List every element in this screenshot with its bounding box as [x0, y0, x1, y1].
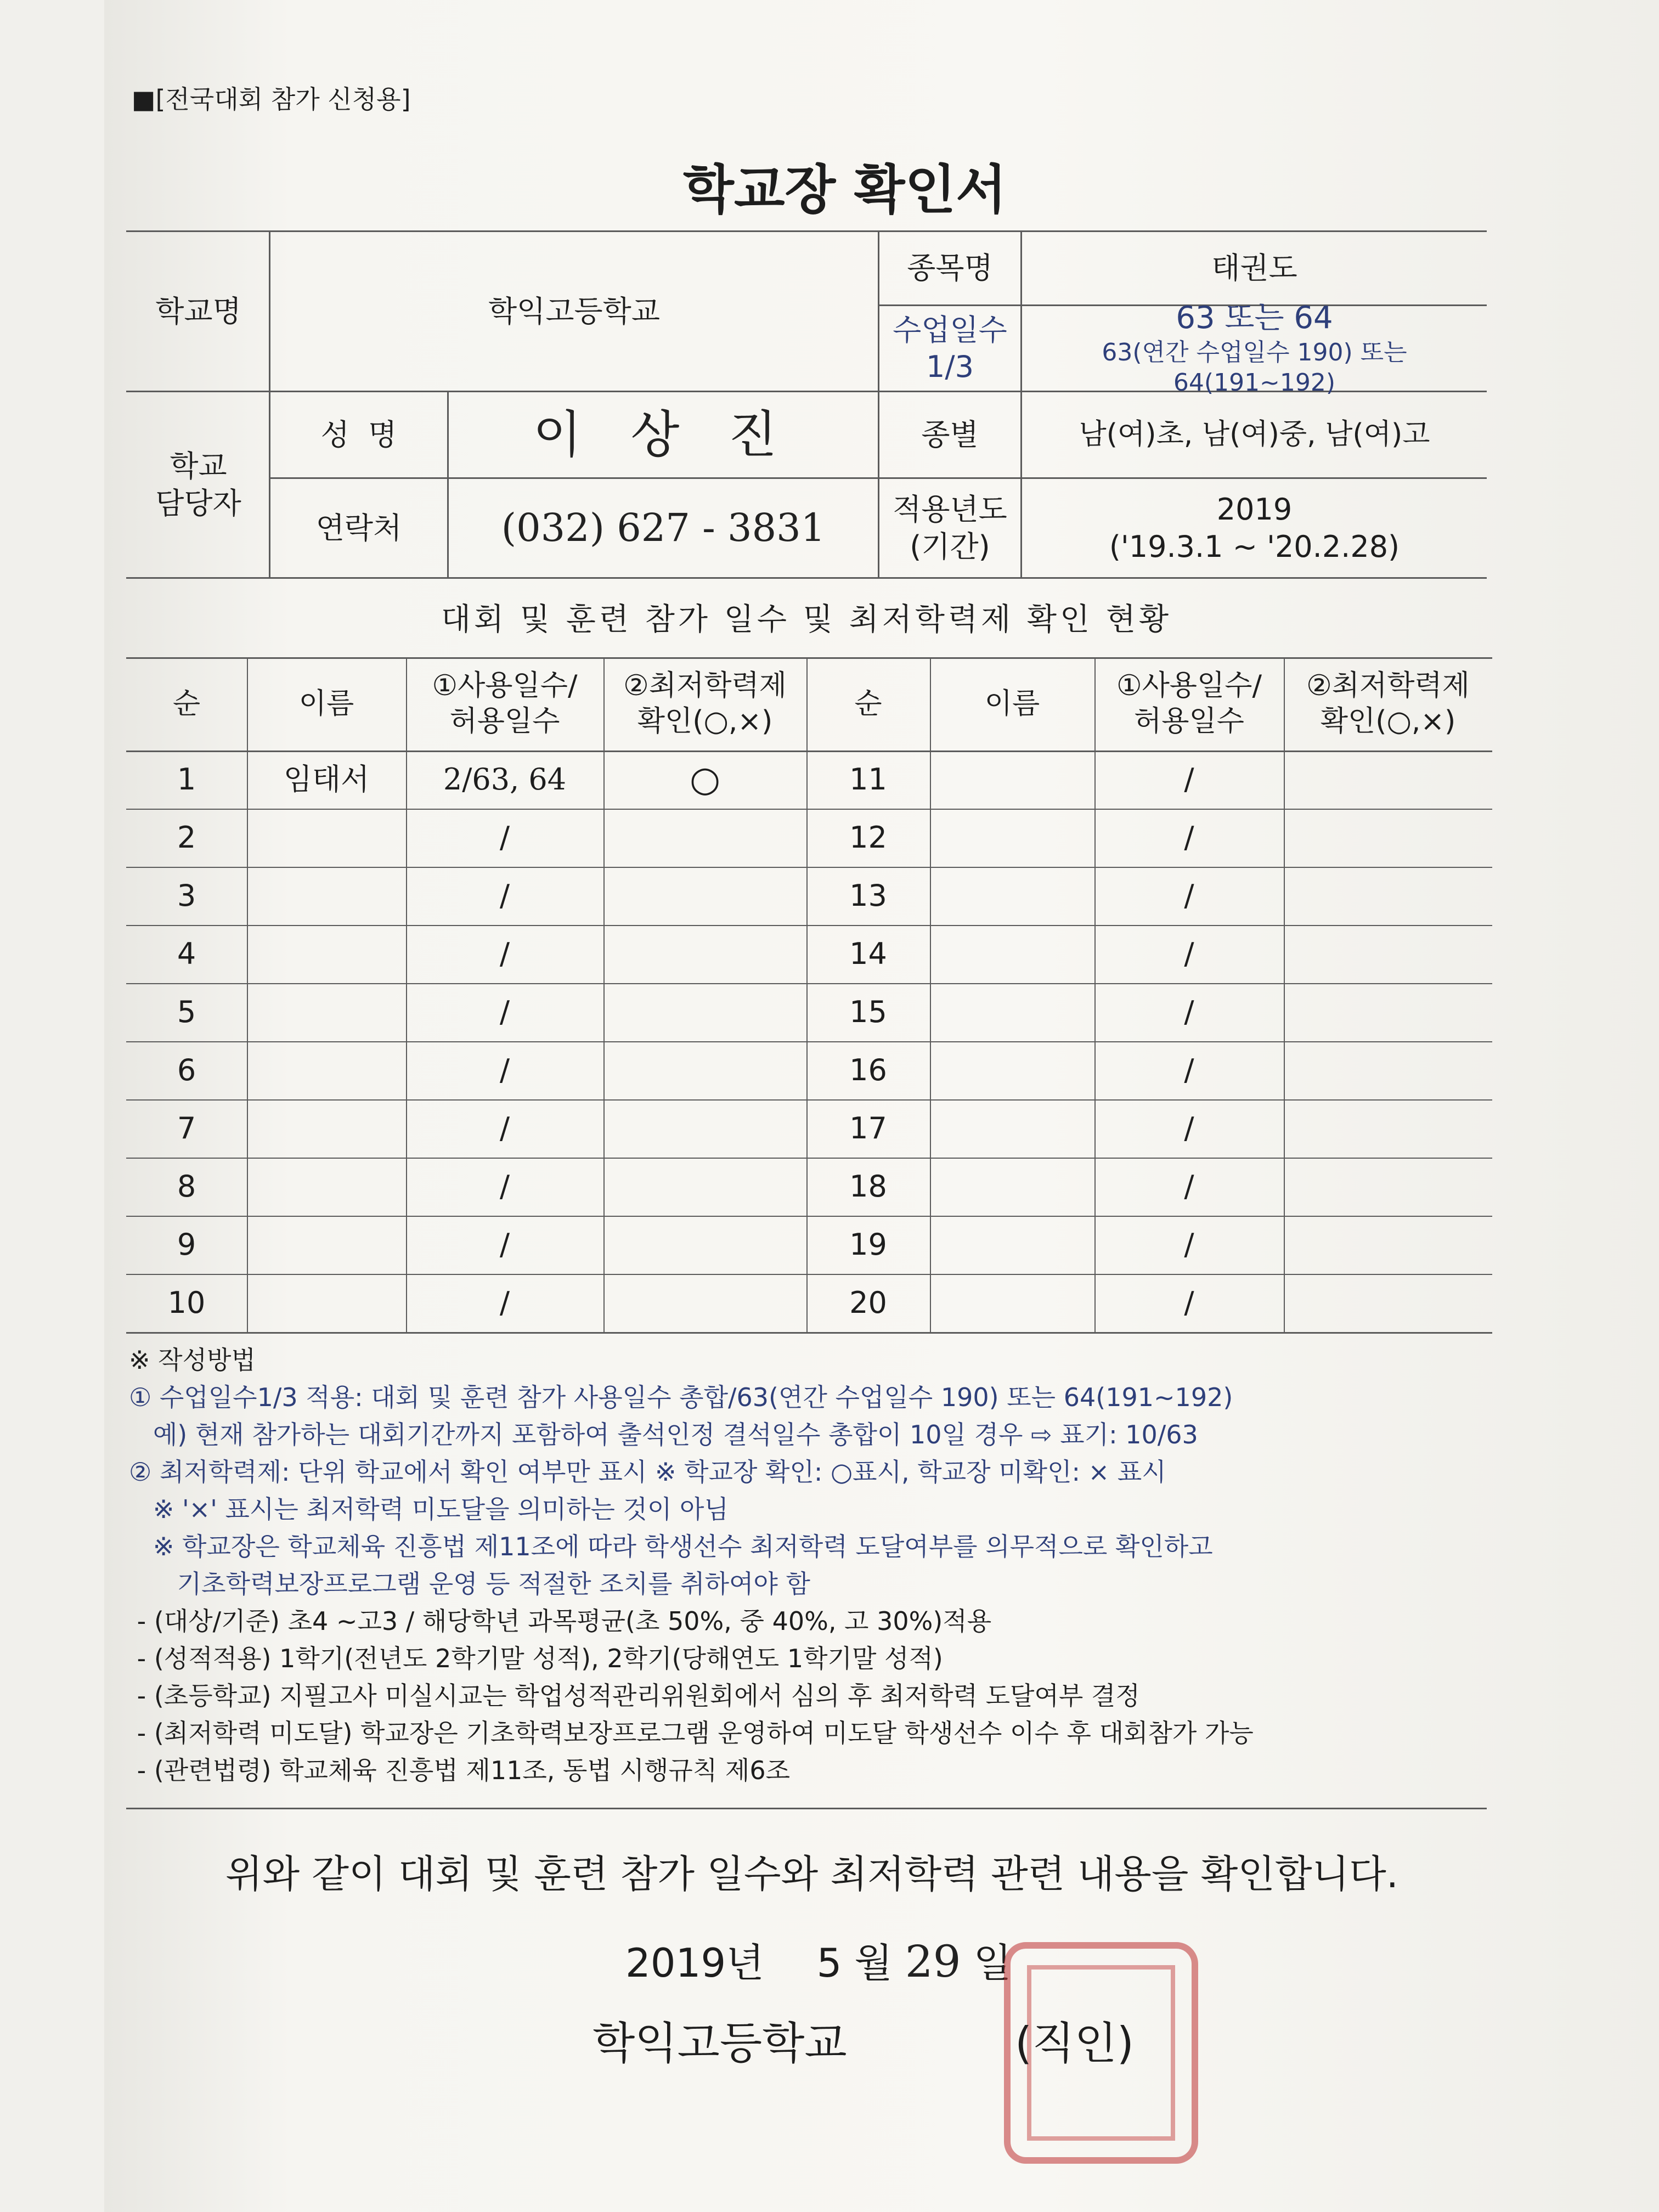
header-check	[1284, 657, 1492, 751]
instruction-line: - (최저학력 미도달) 학교장은 기초학력보장프로그램 운영하여 미도달 학생선수 이수 후 대회참가 가능	[129, 1718, 1254, 1748]
row-days-slash: /	[499, 1227, 510, 1262]
row-number: 20	[849, 1285, 887, 1321]
manager-label-line1: 학교	[170, 449, 227, 483]
confirmation-statement: 위와 같이 대회 및 훈련 참가 일수와 최저학력 관련 내용을 확인합니다.	[225, 1852, 1399, 1897]
row-days-slash: /	[499, 878, 510, 913]
row-days-slash: /	[499, 820, 510, 855]
document-title: 학교장 확인서	[683, 159, 1007, 221]
header-check-line1: ②최저학력제	[623, 669, 787, 702]
instruction-line: - (초등학교) 지필고사 미실시교는 학업성적관리위원회에서 심의 후 최저학력 도달여부 결정	[129, 1681, 1140, 1711]
instructions-heading: ※ 작성방법	[129, 1345, 256, 1375]
manager-name-handwritten: 이 상 진	[533, 405, 794, 464]
row-number: 16	[849, 1053, 887, 1088]
row-number: 15	[849, 995, 887, 1030]
instruction-line: 기초학력보장프로그램 운영 등 적절한 조치를 취하여야 함	[129, 1569, 810, 1599]
row-check-handwritten: ○	[690, 759, 720, 800]
instruction-line: 예) 현재 참가하는 대회기간까지 포함하여 출석인정 결석일수 총합이 10일 경우 ⇨ 표기: 10/63	[129, 1420, 1198, 1449]
days-label-line2: 1/3	[926, 349, 974, 384]
school-label: 학교명	[155, 294, 241, 329]
instruction-line: - (대상/기준) 초4 ~고3 / 해당학년 과목평균(초 50%, 중 40%, 고 30%)적용	[129, 1606, 992, 1636]
date-day-handwritten: 29	[905, 1936, 961, 1987]
section-title: 대회 및 훈련 참가 일수 및 최저학력제 확인 현황	[441, 602, 1172, 637]
row-number: 7	[177, 1111, 196, 1146]
header-no-line1: 순	[854, 687, 882, 720]
year-label-line2: (기간)	[910, 529, 990, 564]
instruction-line: ① 수업일수1/3 적용: 대회 및 훈련 참가 사용일수 총합/63(연간 수업일수 190) 또는 64(191~192)	[129, 1383, 1233, 1412]
header-no-line1: 순	[172, 687, 201, 720]
info-bottom-border	[126, 577, 1487, 579]
table-row-border	[126, 1332, 1492, 1334]
seal-label: (직인)	[1015, 2018, 1134, 2069]
instruction-line: ② 최저학력제: 단위 학교에서 확인 여부만 표시 ※ 학교장 확인: ○표시, 학교장 미확인: × 표시	[129, 1457, 1166, 1487]
row-number: 8	[177, 1169, 196, 1204]
header-days	[1094, 657, 1284, 751]
date-year: 2019년	[625, 1940, 764, 1986]
row-days-slash: /	[499, 1285, 510, 1321]
header-days-line1: ①사용일수/	[1116, 669, 1262, 702]
row-days-slash: /	[1184, 936, 1194, 972]
row-days-slash: /	[499, 1169, 510, 1204]
signature-school-name: 학익고등학교	[592, 2018, 847, 2069]
row-days-slash: /	[499, 1053, 510, 1088]
year-value	[1022, 479, 1487, 577]
header-check-line2: 확인(○,×)	[1320, 705, 1456, 738]
row-number: 9	[177, 1227, 196, 1262]
date-day-unit: 일	[973, 1940, 1012, 1986]
row-days-slash: /	[1184, 1111, 1194, 1146]
row-days-slash: /	[1184, 878, 1194, 913]
header-days-line2: 허용일수	[449, 705, 560, 738]
year-label	[879, 479, 1020, 577]
header-name-line1: 이름	[984, 687, 1040, 720]
school-value: 학익고등학교	[488, 294, 660, 329]
header-no	[806, 657, 930, 751]
header-name	[930, 657, 1094, 751]
row-days-slash: /	[1184, 820, 1194, 855]
row-number: 14	[849, 936, 887, 972]
days-value-line2: 63(연간 수업일수 190) 또는 64(191~192)	[1102, 338, 1407, 397]
manager-label-line2: 담당자	[155, 486, 241, 521]
form-tag: ■[전국대회 참가 신청용]	[132, 84, 411, 114]
date-month: 5	[816, 1940, 842, 1986]
row-number: 11	[849, 762, 887, 797]
manager-label	[128, 392, 269, 577]
days-label-line1: 수업일수	[893, 312, 1007, 347]
row-days-slash: /	[1184, 1285, 1194, 1321]
date-month-unit: 월	[854, 1940, 893, 1986]
row-number: 1	[177, 762, 196, 797]
instruction-line: - (성적적용) 1학기(전년도 2학기말 성적), 2학기(당해연도 1학기말 성적)	[129, 1644, 943, 1673]
row-days-slash: /	[1184, 995, 1194, 1030]
row-number: 2	[177, 820, 196, 855]
table-column-border	[1284, 657, 1285, 1332]
header-name-line1: 이름	[298, 687, 354, 720]
instructions	[129, 1341, 1522, 1789]
days-value	[1022, 300, 1487, 397]
type-label: 종별	[921, 417, 979, 452]
instruction-line: - (관련법령) 학교체육 진흥법 제11조, 동법 시행규칙 제6조	[129, 1756, 791, 1785]
table-column-border	[930, 657, 931, 1332]
instruction-line: ※ '×' 표시는 최저학력 미도달을 의미하는 것이 아님	[129, 1494, 729, 1524]
instruction-line: ※ 학교장은 학교체육 진흥법 제11조에 따라 학생선수 최저학력 도달여부를 의무적으로 확인하고	[129, 1532, 1213, 1561]
row-number: 12	[849, 820, 887, 855]
header-name	[247, 657, 406, 751]
contact-label: 연락처	[315, 510, 402, 545]
contact-value-handwritten: (032) 627 - 3831	[501, 505, 826, 550]
row-number: 3	[177, 878, 196, 913]
date-line	[625, 1931, 1012, 1988]
year-label-line1: 적용년도	[893, 492, 1007, 527]
row-number: 17	[849, 1111, 887, 1146]
row-number: 10	[167, 1285, 206, 1321]
row-days-slash: /	[1184, 762, 1194, 797]
row-days-slash: /	[499, 995, 510, 1030]
row-days-slash: /	[1184, 1053, 1194, 1088]
year-value-line1: 2019	[1216, 492, 1293, 527]
row-days-slash: /	[499, 936, 510, 972]
year-value-line2: ('19.3.1 ~ '20.2.28)	[1109, 529, 1400, 564]
row-days-slash: /	[499, 1111, 510, 1146]
days-label	[879, 306, 1020, 391]
row-days-handwritten: 2/63, 64	[443, 762, 567, 797]
row-days-slash: /	[1184, 1227, 1194, 1262]
header-days-line1: ①사용일수/	[432, 669, 578, 702]
days-value-line1: 63 또는 64	[1176, 300, 1333, 336]
row-number: 18	[849, 1169, 887, 1204]
header-check-line2: 확인(○,×)	[637, 705, 773, 738]
sport-value: 태권도	[1211, 251, 1297, 286]
row-number: 4	[177, 936, 196, 972]
row-name: 임태서	[283, 762, 370, 797]
row-days-slash: /	[1184, 1169, 1194, 1204]
row-number: 19	[849, 1227, 887, 1262]
row-number: 5	[177, 995, 196, 1030]
header-days-line2: 허용일수	[1134, 705, 1244, 738]
sport-label: 종목명	[907, 251, 993, 286]
header-no	[126, 657, 247, 751]
name-label: 성 명	[320, 417, 397, 452]
header-check-line1: ②최저학력제	[1306, 669, 1470, 702]
notes-divider	[126, 1808, 1487, 1809]
header-check	[603, 657, 806, 751]
header-days	[406, 657, 603, 751]
type-value: 남(여)초, 남(여)중, 남(여)고	[1079, 418, 1430, 451]
row-number: 6	[177, 1053, 196, 1088]
row-number: 13	[849, 878, 887, 913]
